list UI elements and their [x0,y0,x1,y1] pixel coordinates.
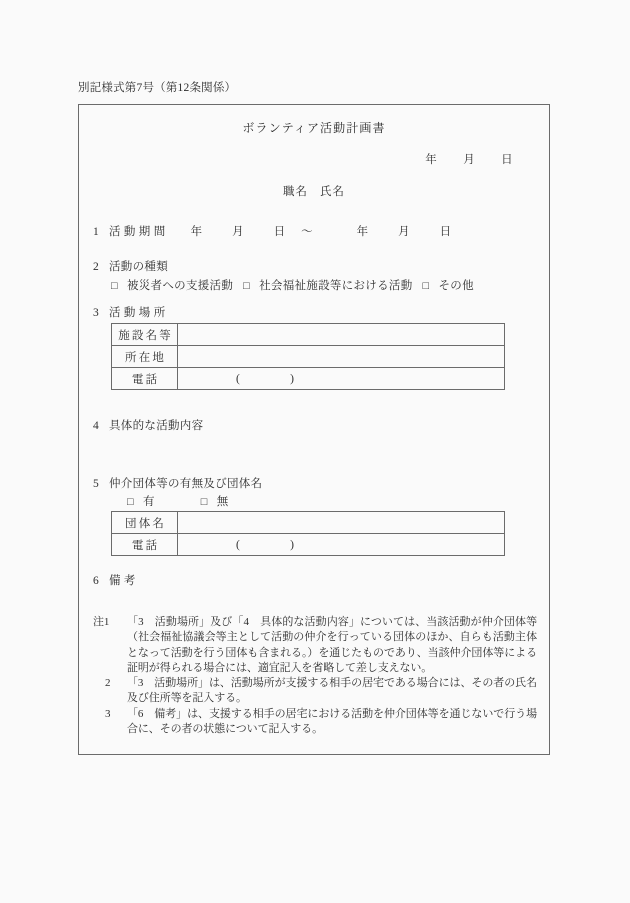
facility-tel-parens [184,373,294,385]
facility-name-input[interactable] [178,324,505,346]
tel-close-paren: ) [290,538,295,551]
section-5-label: 仲介団体等の有無及び団体名 [109,478,263,490]
period-start-month: 月 [232,226,244,238]
tel-close-paren: ) [290,372,295,385]
checkbox-disaster-support-icon[interactable]: □ [111,280,118,292]
organization-tel-label: 電話 [112,534,178,556]
note-2-marker: 2 [105,677,111,690]
mediating-option-0[interactable]: 有 [142,496,155,508]
period-end-year: 年 [356,226,369,238]
table-row [112,512,505,534]
activity-type-option-1[interactable]: 社会福祉施設等における活動 [259,280,413,292]
section-activity-period [93,223,451,239]
form-sheet [78,104,550,755]
note-1-text: 「3 活動場所」及び「4 具体的な活動内容」については、当該活動が仲介団体等（社会福祉協議会等主として活動の仲介を行っている団体のほか、自らも活動主体となって活動を行う団体も含まれる。）を通じたものであり、当該仲介団体等による証明が得られる場合には、適宜記入を省略して差し支えない。 [127,616,537,674]
section-6-label: 備考 [109,575,139,587]
section-activity-place [93,304,169,320]
section-2-label: 活動の種類 [109,261,168,273]
period-separator: 〜 [301,226,313,238]
date-month-label: 月 [463,154,476,166]
facility-address-label: 所在地 [112,346,178,368]
document-title: ボランティア活動計画書 [242,121,386,135]
signature-line [79,183,549,199]
section-4-label: 具体的な活動内容 [109,420,204,432]
section-activity-content [93,417,203,433]
table-row [112,368,505,390]
section-remarks [93,572,139,588]
facility-address-input[interactable] [178,346,505,368]
mediating-organization-options [127,493,229,509]
section-3-number: 3 [93,307,99,319]
section-6-number: 6 [93,575,99,587]
note-2-text: 「3 活動場所」は、活動場所が支援する相手の居宅である場合には、その者の氏名及び住所等を記入する。 [127,677,537,705]
period-end-day: 日 [439,226,452,238]
activity-type-option-0[interactable]: 被災者への支援活動 [126,280,234,292]
organization-name-input[interactable] [178,512,505,534]
activity-place-table [111,323,505,390]
facility-tel-label: 電話 [112,368,178,390]
activity-type-options [111,277,474,293]
date-line [425,151,513,167]
job-title-label: 職名 [283,186,308,198]
checkbox-no-organization-icon[interactable]: □ [200,496,208,508]
checkbox-other-icon[interactable]: □ [422,280,430,292]
checkbox-has-organization-icon[interactable]: □ [127,496,134,508]
facility-tel-input[interactable] [178,368,505,390]
section-mediating-organization [93,475,262,491]
note-3-text: 「6 備考」は、支援する相手の居宅における活動を仲介団体等を通じないで行う場合に、その者の状態について記入する。 [127,707,537,736]
date-year-label: 年 [425,154,438,166]
note-item [93,707,537,738]
note-item [93,676,537,707]
note-item [93,615,537,676]
date-day-label: 日 [501,154,513,166]
name-label: 氏名 [320,186,345,198]
organization-name-label: 団体名 [112,512,178,534]
organization-tel-input[interactable] [178,534,505,556]
table-row [112,324,505,346]
table-row [112,346,505,368]
period-start-day: 日 [273,226,286,238]
section-4-number: 4 [93,420,99,432]
mediating-organization-table [111,511,505,556]
section-3-label: 活動場所 [109,307,169,319]
tel-open-paren: ( [236,372,241,385]
section-activity-type [93,258,168,274]
note-1-marker: 注1 [93,616,110,628]
organization-tel-parens [184,539,294,551]
notes-block [93,615,537,737]
section-1-label: 活動期間 [109,226,169,238]
section-2-number: 2 [93,261,99,273]
note-3-marker: 3 [105,707,111,720]
period-start-year: 年 [190,226,203,238]
mediating-option-1[interactable]: 無 [216,496,229,508]
form-number-label: 別記様式第7号（第12条関係） [78,82,237,94]
table-row [112,534,505,556]
checkbox-welfare-facility-icon[interactable]: □ [243,280,251,292]
section-1-number: 1 [93,226,99,238]
period-end-month: 月 [398,226,410,238]
section-5-number: 5 [93,478,99,490]
tel-open-paren: ( [236,538,241,551]
facility-name-label: 施設名等 [112,324,178,346]
activity-type-option-2[interactable]: その他 [438,280,474,292]
